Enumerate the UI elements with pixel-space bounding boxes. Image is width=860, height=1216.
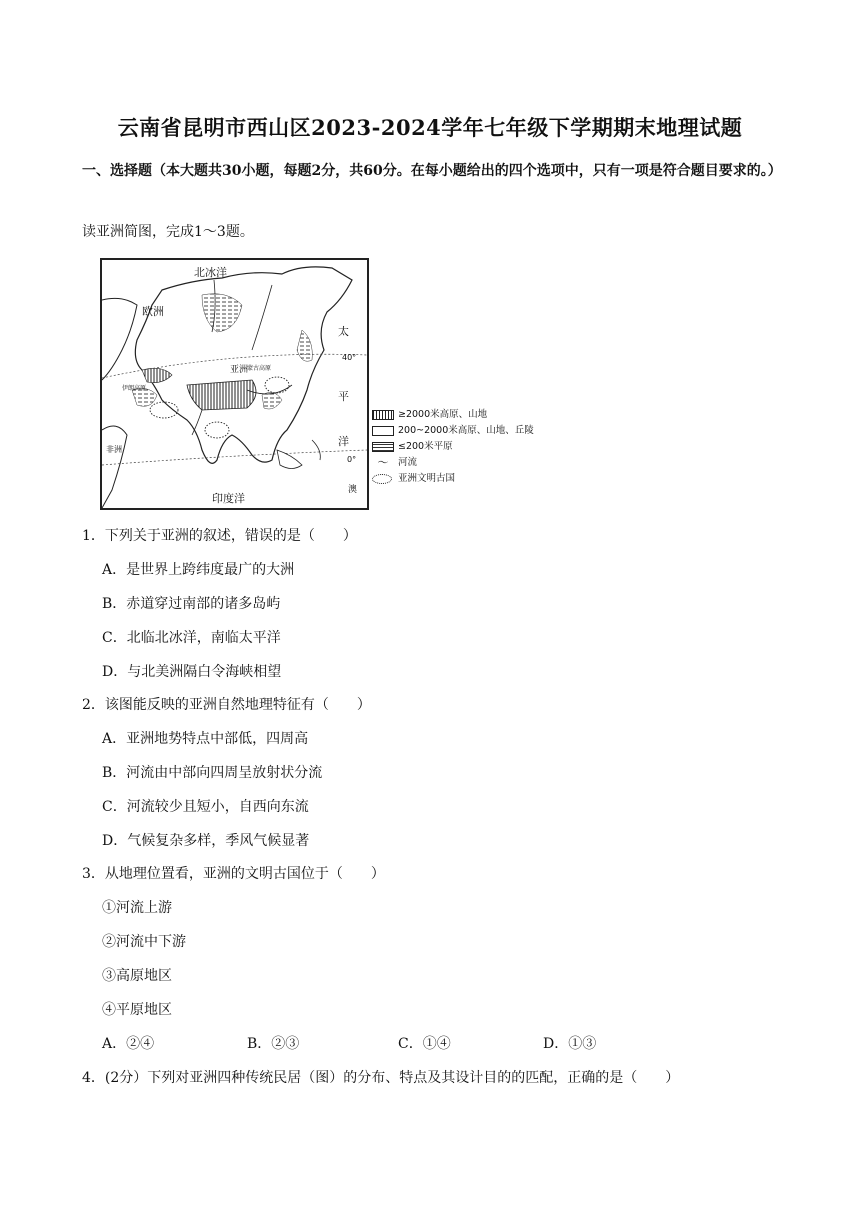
- map-label-pacific-1: 太: [338, 325, 349, 338]
- question-3-answer-b[interactable]: B．②③: [247, 1036, 300, 1052]
- legend-item-civilization: [372, 471, 534, 487]
- map-label-mongolia: 蒙古高原: [247, 365, 272, 372]
- question-3-item-1: ①河流上游: [102, 900, 172, 916]
- legend-item-low: [372, 439, 534, 455]
- river-icon: 〜: [377, 456, 389, 469]
- page-title: 云南省昆明市西山区2023-2024学年七年级下学期期末地理试题: [117, 115, 743, 140]
- legend-item-river: [372, 455, 534, 471]
- legend-label-river: 河流: [398, 457, 418, 468]
- legend-item-high: [372, 407, 534, 423]
- question-3-answer-d[interactable]: D．①③: [543, 1036, 597, 1052]
- legend-swatch-mid: [372, 426, 394, 436]
- question-2-option-d[interactable]: D．气候复杂多样，季风气候显著: [102, 833, 310, 849]
- legend-label-high: ≥2000米高原、山地: [398, 409, 488, 420]
- question-2-option-c[interactable]: C．河流较少且短小，自西向东流: [102, 799, 309, 815]
- question-3-item-2: ②河流中下游: [102, 934, 186, 950]
- map-legend: [372, 407, 534, 487]
- question-3-answer-c[interactable]: C．①④: [398, 1036, 451, 1052]
- legend-swatch-low: [372, 442, 394, 452]
- legend-label-low: ≤200米平原: [398, 441, 453, 452]
- map-label-indian-ocean: 印度洋: [212, 492, 245, 505]
- legend-label-mid: 200~2000米高原、山地、丘陵: [398, 425, 534, 436]
- map-label-arctic: 北冰洋: [194, 266, 227, 279]
- map-label-pacific-3: 洋: [338, 435, 349, 448]
- question-3-stem: 3．从地理位置看，亚洲的文明古国位于（ ）: [82, 866, 385, 882]
- map-label-lat-0: 0°: [347, 455, 357, 464]
- question-2-option-b[interactable]: B．河流由中部向四周呈放射状分流: [102, 765, 323, 781]
- map-label-australia: 澳: [348, 485, 358, 495]
- question-4-stem: 4．(2分）下列对亚洲四种传统民居（图）的分布、特点及其设计目的的匹配，正确的是（ ）: [82, 1070, 680, 1086]
- legend-swatch-high: [372, 410, 394, 420]
- asia-map-drawing: [102, 260, 367, 508]
- legend-label-civilization: 亚洲文明古国: [398, 473, 456, 484]
- question-1-option-a[interactable]: A．是世界上跨纬度最广的大洲: [102, 562, 295, 578]
- question-2-option-a[interactable]: A．亚洲地势特点中部低，四周高: [102, 731, 309, 747]
- question-1-stem: 1．下列关于亚洲的叙述，错误的是（ ）: [82, 528, 357, 544]
- question-2-stem: 2．该图能反映的亚洲自然地理特征有（ ）: [82, 697, 371, 713]
- intro-text: 读亚洲简图，完成1～3题。: [82, 224, 254, 240]
- map-label-africa: 非洲: [106, 445, 122, 454]
- map-label-iran: 伊朗高原: [122, 385, 147, 392]
- question-1-option-c[interactable]: C．北临北冰洋，南临太平洋: [102, 630, 281, 646]
- section-heading: 一、选择题（本大题共30小题，每题2分，共60分。在每小题给出的四个选项中，只有一项是符合题目要求的。）: [82, 163, 782, 179]
- question-3-answer-a[interactable]: A．②④: [102, 1036, 155, 1052]
- map-label-europe: 欧洲: [142, 305, 164, 318]
- map-label-lat-40: 40°: [342, 353, 357, 362]
- question-1-option-d[interactable]: D．与北美洲隔白令海峡相望: [102, 664, 282, 680]
- civilization-ring-icon: [372, 474, 392, 484]
- question-3-item-3: ③高原地区: [102, 968, 172, 984]
- question-3-item-4: ④平原地区: [102, 1002, 172, 1018]
- legend-item-mid: [372, 423, 534, 439]
- question-1-option-b[interactable]: B．赤道穿过南部的诸多岛屿: [102, 596, 281, 612]
- map-label-asia: 亚洲: [230, 365, 249, 375]
- asia-map: [100, 258, 369, 510]
- map-label-pacific-2: 平: [338, 390, 349, 403]
